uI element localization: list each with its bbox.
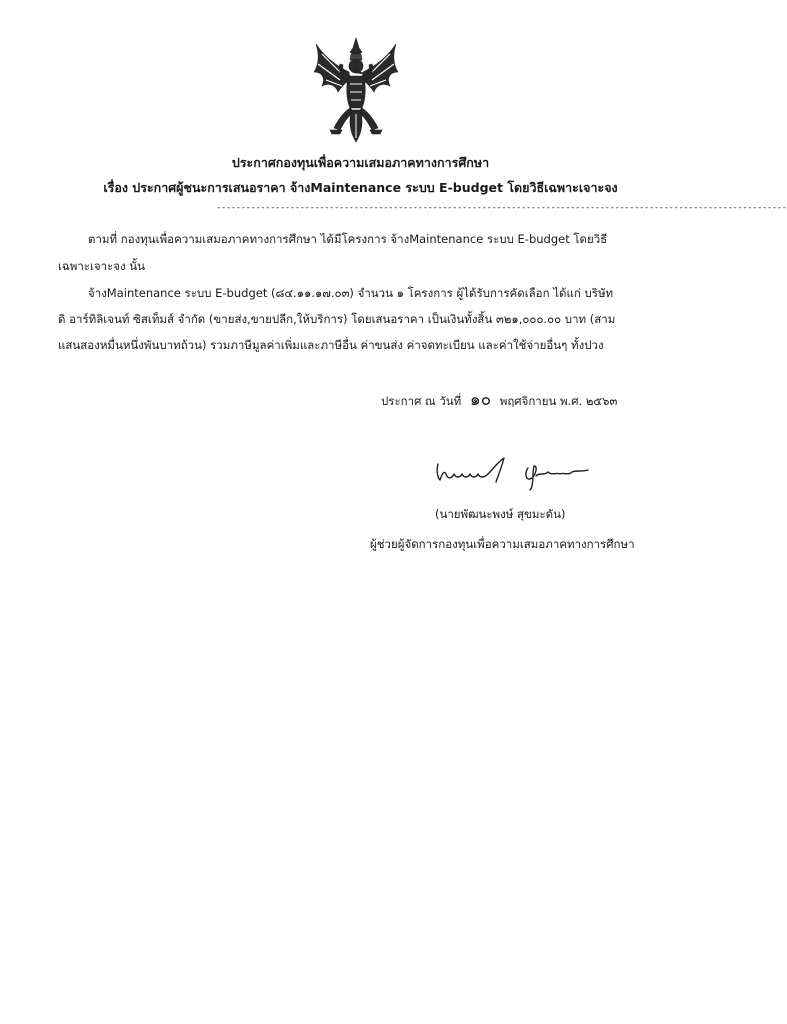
announce-date	[381, 392, 617, 409]
announce-date-prefix: ประกาศ ณ วันที่	[381, 394, 462, 408]
paragraph-2-line-2: ดิ อาร์ทิลิเจนท์ ซิสเท็มส์ จำกัด (ขายส่ง,ขายปลีก,ให้บริการ) โดยเสนอราคา เป็นเงินทั้งสิ้น ๓๒๑,๐๐๐.๐๐ บาท (สาม	[58, 312, 616, 326]
garuda-emblem-icon	[312, 36, 400, 144]
paragraph-2-line-1: จ้างMaintenance ระบบ E-budget (๘๔.๑๑.๑๗.๐๓) จำนวน ๑ โครงการ ผู้ได้รับการคัดเลือก ได้แก่ บริษัท	[88, 286, 614, 300]
announce-date-month-year: พฤศจิกายน พ.ศ. ๒๕๖๓	[499, 394, 618, 408]
paragraph-2-line-3: แสนสองหมื่นหนึ่งพันบาทถ้วน) รวมภาษีมูลค่าเพิ่มและภาษีอื่น ค่าขนส่ง ค่าจดทะเบียน และค่าใช้จ่ายอื่นๆ ทั้งปวง	[58, 338, 604, 352]
announce-date-day: ๑๐	[469, 390, 492, 410]
paragraph-1-line-1: ตามที่ กองทุนเพื่อความเสมอภาคทางการศึกษา ได้มีโครงการ จ้างMaintenance ระบบ E-budget โดยวิธี	[88, 232, 608, 246]
signer-name: (นายพัฒนะพงษ์ สุขมะดัน)	[435, 507, 566, 521]
handwritten-signature	[432, 456, 594, 492]
signer-position: ผู้ช่วยผู้จัดการกองทุนเพื่อความเสมอภาคทางการศึกษา	[370, 537, 635, 551]
announcement-title: ประกาศกองทุนเพื่อความเสมอภาคทางการศึกษา	[231, 155, 490, 170]
announcement-subject: เรื่อง ประกาศผู้ชนะการเสนอราคา จ้างMaintenance ระบบ E-budget โดยวิธีเฉพาะเจาะจง	[103, 180, 618, 195]
paragraph-1-line-2: เฉพาะเจาะจง นั้น	[58, 259, 146, 273]
separator-line: --------------------------------------------------------------------------------------------------------------------	[216, 203, 787, 213]
